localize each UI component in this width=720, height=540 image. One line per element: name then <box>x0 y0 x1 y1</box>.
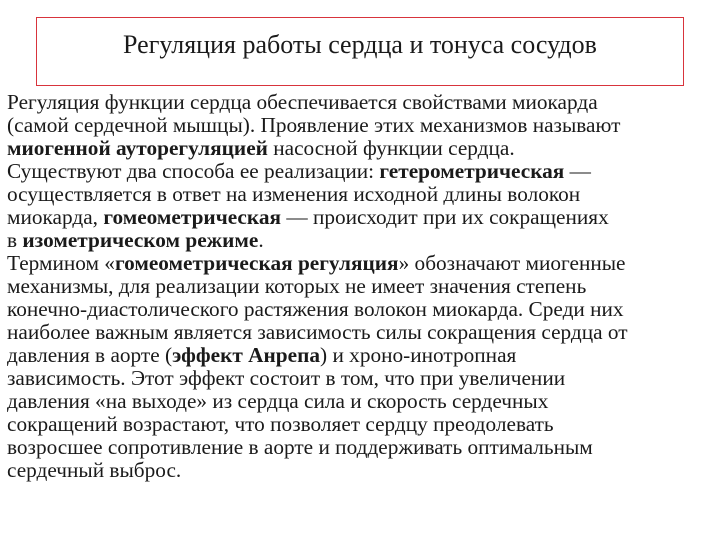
text-line <box>7 91 715 114</box>
text-segment: конечно-диастолического растяжения волокон миокарда. Среди них <box>7 297 624 321</box>
text-segment: сердечный выброс. <box>7 458 182 482</box>
text-line <box>7 344 715 367</box>
body-text <box>7 91 715 482</box>
bold-term: гомеометрическая <box>103 205 281 229</box>
text-line <box>7 367 715 390</box>
text-line <box>7 252 715 275</box>
text-segment: наиболее важным является зависимость силы сокращения сердца от <box>7 320 628 344</box>
bold-term: изометрическом режиме <box>22 228 259 252</box>
text-line <box>7 298 715 321</box>
bold-term: гетерометрическая <box>379 159 565 183</box>
text-segment: механизмы, для реализации которых не имеет значения степень <box>7 274 587 298</box>
slide-title: Регуляция работы сердца и тонуса сосудов <box>123 30 597 59</box>
text-line <box>7 183 715 206</box>
text-segment: осуществляется в ответ на изменения исходной длины волокон <box>7 182 581 206</box>
text-line <box>7 206 715 229</box>
text-segment: миокарда, <box>7 205 104 229</box>
text-segment: Термином « <box>7 251 115 275</box>
text-segment: Регуляция функции сердца обеспечивается свойствами миокарда <box>7 90 598 114</box>
bold-term: гомеометрическая регуляция <box>114 251 399 275</box>
bold-term: эффект Анрепа <box>172 343 321 367</box>
text-line <box>7 114 715 137</box>
text-segment: (самой сердечной мышцы). Проявление этих механизмов называют <box>7 113 621 137</box>
text-line <box>7 275 715 298</box>
bold-term: миогенной ауторегуляцией <box>7 136 268 160</box>
text-segment: ) и хроно-инотропная <box>320 343 517 367</box>
text-segment: » обозначают миогенные <box>398 251 626 275</box>
text-segment: сокращений возрастают, что позволяет сердцу преодолевать <box>7 412 554 436</box>
text-line <box>7 390 715 413</box>
text-line <box>7 413 715 436</box>
text-segment: давления в аорте ( <box>7 343 173 367</box>
text-segment: зависимость. Этот эффект состоит в том, что при увеличении <box>7 366 566 390</box>
text-segment: — <box>564 159 591 183</box>
text-line <box>7 436 715 459</box>
text-segment: давления «на выходе» из сердца сила и скорость сердечных <box>7 389 549 413</box>
text-line <box>7 459 715 482</box>
text-segment: . <box>258 228 264 252</box>
text-line <box>7 137 715 160</box>
text-segment: насосной функции сердца. <box>267 136 515 160</box>
text-line <box>7 229 715 252</box>
text-line <box>7 160 715 183</box>
text-segment: Существуют два способа ее реализации: <box>7 159 380 183</box>
text-segment: в <box>7 228 23 252</box>
text-segment: возросшее сопротивление в аорте и поддерживать оптимальным <box>7 435 593 459</box>
text-segment: — происходит при их сокращениях <box>281 205 609 229</box>
text-line <box>7 321 715 344</box>
title-box <box>36 17 684 86</box>
